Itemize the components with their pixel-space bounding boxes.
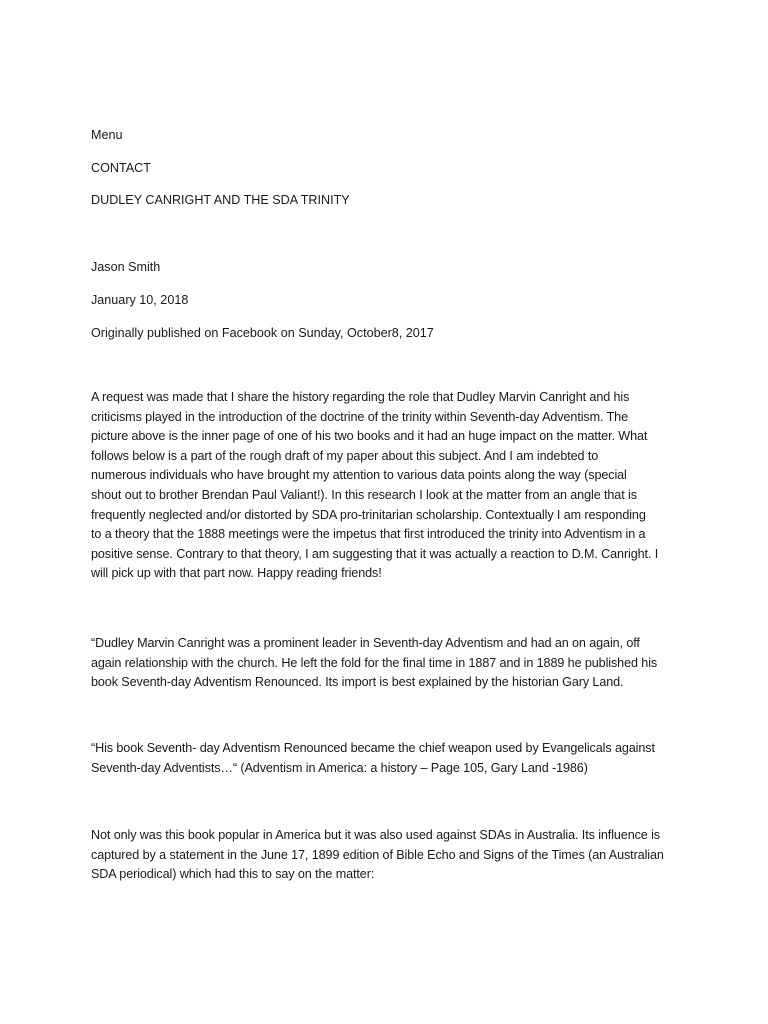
publication-note: Originally published on Facebook on Sunday, October8, 2017 — [91, 326, 434, 340]
post-date: January 10, 2018 — [91, 293, 189, 307]
text-line: positive sense. Contrary to that theory, I am suggesting that it was actually a reaction to D.M. Canright. I — [91, 546, 659, 561]
text-line: “Dudley Marvin Canright was a prominent leader in Seventh-day Adventism and had an on again, off — [91, 636, 640, 650]
text-line: again relationship with the church. He left the fold for the final time in 1887 and in 1889 he published his — [91, 655, 658, 670]
paragraph-intro — [91, 388, 683, 584]
menu-link[interactable]: Menu — [91, 128, 123, 142]
text-line: A request was made that I share the history regarding the role that Dudley Marvin Canright and his — [91, 390, 630, 404]
text-line: Not only was this book popular in America but it was also used against SDAs in Australia. Its influence is — [91, 828, 661, 842]
text-line: frequently neglected and/or distorted by SDA pro-trinitarian scholarship. Contextually I am responding — [91, 507, 646, 522]
text-line: captured by a statement in the June 17, 1899 edition of Bible Echo and Signs of the Times (an Australian — [91, 847, 664, 862]
text-line: to a theory that the 1888 meetings were the impetus that first introduced the trinity into Adventism in a — [91, 527, 646, 542]
text-line: will pick up with that part now. Happy reading friends! — [91, 566, 382, 581]
paragraph-australia — [91, 826, 683, 885]
text-line: criticisms played in the introduction of the doctrine of the trinity within Seventh-day Adventism. The — [91, 409, 628, 424]
text-line: shout out to brother Brendan Paul Valiant!). In this research I look at the matter from an angle that is — [91, 487, 637, 502]
text-line: SDA periodical) which had this to say on the matter: — [91, 867, 375, 882]
author-name: Jason Smith — [91, 260, 161, 274]
text-line: follows below is a part of the rough draft of my paper about this subject. And I am indebted to — [91, 448, 599, 463]
text-line: Seventh-day Adventists…“ (Adventism in America: a history – Page 105, Gary Land -1986) — [91, 760, 588, 775]
text-line: book Seventh-day Adventism Renounced. Its import is best explained by the historian Gary Land. — [91, 675, 624, 690]
paragraph-land-quote — [91, 739, 683, 778]
paragraph-canright-quote — [91, 634, 683, 693]
post-title: DUDLEY CANRIGHT AND THE SDA TRINITY — [91, 193, 350, 207]
text-line: numerous individuals who have brought my attention to various data points along the way (special — [91, 468, 627, 483]
text-line: “His book Seventh- day Adventism Renounced became the chief weapon used by Evangelicals against — [91, 741, 655, 755]
contact-link[interactable]: CONTACT — [91, 161, 151, 175]
text-line: picture above is the inner page of one of his two books and it had an huge impact on the matter. What — [91, 429, 648, 444]
